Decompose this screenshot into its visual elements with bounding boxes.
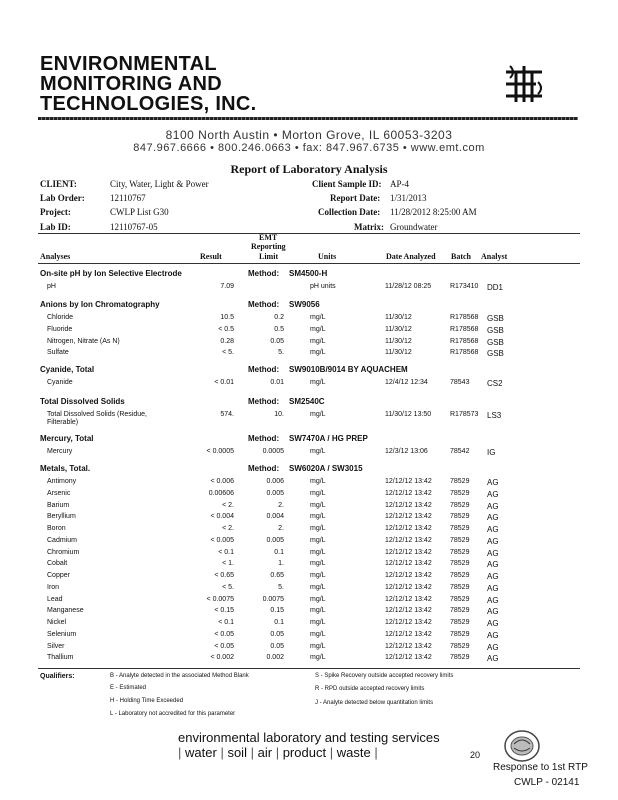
cell-batch: 78542 <box>450 448 470 455</box>
cell-date-analyzed: 11/30/12 <box>385 349 412 357</box>
cell-batch: 78529 <box>450 501 470 509</box>
cell-reporting-limit: 0.05 <box>270 642 284 650</box>
qualifier-b: B - Analyte detected in the associated Method Blank <box>110 673 249 679</box>
table-row <box>0 314 618 326</box>
cell-batch: 78529 <box>450 642 470 650</box>
cell-batch: 78529 <box>450 654 470 662</box>
sample-id-value: AP-4 <box>390 179 410 189</box>
cell-batch: 78529 <box>450 583 470 591</box>
cell-units: mg/L <box>310 349 326 357</box>
section-title: Metals, Total. <box>40 464 91 473</box>
section-title: Mercury, Total <box>40 434 94 443</box>
cell-units: mg/L <box>310 489 326 497</box>
cell-analyte: Sulfate <box>47 349 69 357</box>
cell-analyte: Cyanide <box>47 379 73 386</box>
cell-analyst: GSB <box>487 349 504 359</box>
cell-result: < 2. <box>222 525 234 532</box>
cell-batch: 78529 <box>450 630 470 638</box>
cell-result: < 0.006 <box>210 478 234 485</box>
cell-units: pH units <box>310 283 336 290</box>
cell-batch: R178568 <box>450 314 479 321</box>
project-value: CWLP List G30 <box>110 207 169 217</box>
cell-analyst: DD1 <box>487 283 504 292</box>
client-label: CLIENT: <box>40 179 77 189</box>
cell-analyte: Silver <box>47 642 65 650</box>
cell-analyte: Chromium <box>47 548 80 556</box>
cell-units: mg/L <box>310 619 326 626</box>
cell-date-analyzed: 12/12/12 13:42 <box>385 642 432 650</box>
cell-analyte: Barium <box>47 501 70 509</box>
cell-analyte: Beryllium <box>47 513 76 521</box>
cell-result: < 0.01 <box>214 379 234 386</box>
cell-reporting-limit: 2. <box>278 501 284 509</box>
cell-analyst: LS3 <box>487 411 502 420</box>
cell-reporting-limit: 0.2 <box>274 314 284 321</box>
section-title: Total Dissolved Solids <box>40 397 125 406</box>
table-row <box>0 631 618 643</box>
col-limit: Limit <box>259 252 279 261</box>
cell-date-analyzed: 12/12/12 13:42 <box>385 513 432 521</box>
cell-units: mg/L <box>310 314 326 321</box>
method-label: Method: <box>248 300 280 309</box>
cell-batch: R173410 <box>450 283 479 290</box>
cell-date-analyzed: 12/12/12 13:42 <box>385 489 432 497</box>
cell-result: < 5. <box>222 583 234 591</box>
cell-reporting-limit: 0.0075 <box>262 595 284 603</box>
cell-reporting-limit: 0.01 <box>270 379 284 386</box>
report-title: Report of Laboratory Analysis <box>230 162 388 176</box>
table-row <box>0 596 618 608</box>
cell-reporting-limit: 0.05 <box>270 630 284 638</box>
cell-date-analyzed: 12/12/12 13:42 <box>385 478 432 485</box>
table-row <box>0 490 618 502</box>
cell-reporting-limit: 5. <box>278 583 284 591</box>
cell-units: mg/L <box>310 548 326 556</box>
cell-units: mg/L <box>310 536 326 544</box>
cell-units: mg/L <box>310 501 326 509</box>
report-date-value: 1/31/2013 <box>390 193 427 203</box>
cell-date-analyzed: 12/3/12 13:06 <box>385 448 428 455</box>
cell-analyst: AG <box>487 619 499 628</box>
cell-analyst: AG <box>487 536 499 546</box>
col-analyses: Analyses <box>40 252 71 261</box>
cell-batch: 78529 <box>450 536 470 544</box>
cell-result: < 0.5 <box>218 325 234 333</box>
cell-date-analyzed: 12/12/12 13:42 <box>385 654 432 662</box>
cell-analyst: AG <box>487 595 499 605</box>
method-label: Method: <box>248 365 280 374</box>
lab-id-value: 12110767-05 <box>110 222 158 232</box>
cell-result: 0.00606 <box>208 489 234 497</box>
cell-result: < 5. <box>222 349 234 357</box>
cell-reporting-limit: 0.002 <box>266 654 284 662</box>
cell-date-analyzed: 12/12/12 13:42 <box>385 595 432 603</box>
table-row <box>0 572 618 584</box>
cell-analyst: CS2 <box>487 379 503 388</box>
cell-analyte: Lead <box>47 595 63 603</box>
method-value: SW7470A / HG PREP <box>289 434 368 443</box>
cell-analyst: AG <box>487 489 499 499</box>
cell-result: < 0.004 <box>210 513 234 521</box>
cell-batch: 78529 <box>450 560 470 568</box>
method-label: Method: <box>248 269 280 278</box>
cell-reporting-limit: 0.006 <box>266 478 284 485</box>
collection-date-label: Collection Date: <box>318 207 381 217</box>
section-title: Cyanide, Total <box>40 365 95 374</box>
cell-date-analyzed: 11/30/12 <box>385 337 412 345</box>
cell-units: mg/L <box>310 379 326 386</box>
cell-date-analyzed: 12/12/12 13:42 <box>385 630 432 638</box>
cell-result: < 0.002 <box>210 654 234 662</box>
col-units: Units <box>318 252 337 261</box>
cell-units: mg/L <box>310 595 326 603</box>
method-value: SW6020A / SW3015 <box>289 464 363 473</box>
cell-batch: R178573 <box>450 411 479 418</box>
table-row <box>0 619 618 631</box>
col-emt: EMT <box>259 233 278 242</box>
footer-tagline: environmental laboratory and testing services <box>178 730 440 745</box>
qualifier-e: E - Estimated <box>110 685 147 691</box>
table-row <box>0 448 618 460</box>
table-row <box>0 513 618 525</box>
cell-reporting-limit: 0.5 <box>274 325 284 333</box>
cell-analyst: AG <box>487 583 499 593</box>
cell-reporting-limit: 1. <box>278 560 284 568</box>
table-row <box>0 525 618 537</box>
cell-analyst: AG <box>487 501 499 511</box>
cell-units: mg/L <box>310 411 326 418</box>
cell-analyte: Thallium <box>47 654 74 662</box>
cell-units: mg/L <box>310 525 326 532</box>
cell-result: 574. <box>220 411 234 418</box>
cell-reporting-limit: 0.65 <box>270 572 284 579</box>
cell-analyte: Nickel <box>47 619 67 626</box>
cell-result: < 0.0075 <box>206 595 234 603</box>
cell-analyte: Mercury <box>47 448 73 455</box>
cell-analyst: AG <box>487 572 499 581</box>
matrix-label: Matrix: <box>354 222 384 232</box>
section-title: Anions by Ion Chromatography <box>40 300 160 309</box>
cell-units: mg/L <box>310 583 326 591</box>
cell-date-analyzed: 12/12/12 13:42 <box>385 583 432 591</box>
response-label: Response to 1st RTP <box>493 762 588 773</box>
cell-result: 0.28 <box>220 337 234 345</box>
footer-product: product <box>282 745 327 760</box>
lab-order-value: 12110767 <box>110 193 146 203</box>
cell-units: mg/L <box>310 630 326 638</box>
cell-batch: 78529 <box>450 595 470 603</box>
cell-analyst: AG <box>487 630 499 640</box>
cell-result: < 1. <box>222 560 234 568</box>
table-row <box>0 379 618 391</box>
sample-id-label: Client Sample ID: <box>312 179 382 189</box>
footer-air: air <box>257 745 273 760</box>
cell-batch: R178568 <box>450 337 479 345</box>
footer-waste: waste <box>336 745 371 760</box>
method-label: Method: <box>248 397 280 406</box>
cell-date-analyzed: 12/12/12 13:42 <box>385 619 432 626</box>
cell-analyst: IG <box>487 448 496 457</box>
table-row <box>0 502 618 514</box>
cell-date-analyzed: 12/4/12 12:34 <box>385 379 428 386</box>
qualifier-h: H - Holding Time Exceeded <box>110 698 184 704</box>
cell-analyte: Boron <box>47 525 66 532</box>
cell-result: < 0.005 <box>210 536 234 544</box>
cell-reporting-limit: 0.004 <box>266 513 284 521</box>
cell-analyte: Copper <box>47 572 70 579</box>
table-row <box>0 643 618 655</box>
qualifiers-label: Qualifiers: <box>40 673 75 680</box>
cell-date-analyzed: 12/12/12 13:42 <box>385 525 432 532</box>
cell-result: < 0.1 <box>218 548 234 556</box>
cell-date-analyzed: 12/12/12 13:42 <box>385 501 432 509</box>
cell-analyte: Antimony <box>47 478 77 485</box>
col-reporting: Reporting <box>251 242 286 251</box>
cell-units: mg/L <box>310 654 326 662</box>
cell-analyst: AG <box>487 525 499 534</box>
cell-analyst: AG <box>487 654 499 664</box>
cell-date-analyzed: 12/12/12 13:42 <box>385 572 432 579</box>
cell-units: mg/L <box>310 572 326 579</box>
cell-analyte: Fluoride <box>47 325 73 333</box>
qualifier-l: L - Laboratory not accredited for this parameter <box>110 711 236 717</box>
cell-batch: 78543 <box>450 379 470 386</box>
cell-date-analyzed: 11/28/12 08:25 <box>385 283 432 290</box>
qualifier-s: S - Spike Recovery outside accepted recovery limits <box>315 673 454 679</box>
cell-date-analyzed: 12/12/12 13:42 <box>385 560 432 568</box>
company-name-line2: MONITORING AND <box>40 73 222 95</box>
cell-analyst: AG <box>487 642 499 652</box>
cell-batch: 78529 <box>450 513 470 521</box>
method-value: SW9056 <box>289 300 320 309</box>
project-label: Project: <box>40 207 71 217</box>
cell-analyte: Nitrogen, Nitrate (As N) <box>47 337 120 345</box>
cell-units: mg/L <box>310 325 326 333</box>
cell-reporting-limit: 0.0005 <box>262 448 284 455</box>
footer-services: | water | soil | air | product | waste | <box>178 745 378 760</box>
table-row <box>0 283 618 295</box>
client-value: City, Water, Light & Power <box>110 179 209 189</box>
cell-batch: 78529 <box>450 478 470 485</box>
page-number: 20 <box>470 750 481 760</box>
cell-analyst: AG <box>487 607 499 617</box>
cell-analyte: Selenium <box>47 630 77 638</box>
cell-analyst: AG <box>487 548 499 558</box>
matrix-value: Groundwater <box>390 222 438 232</box>
cell-result: < 0.05 <box>214 642 234 650</box>
cell-batch: 78529 <box>450 607 470 615</box>
company-name-line1: ENVIRONMENTAL <box>40 53 217 75</box>
cell-batch: 78529 <box>450 489 470 497</box>
cell-date-analyzed: 11/30/12 <box>385 314 412 321</box>
cell-reporting-limit: 0.1 <box>274 619 284 626</box>
cell-result: < 0.15 <box>214 607 234 615</box>
cell-reporting-limit: 0.005 <box>266 536 284 544</box>
table-row <box>0 338 618 350</box>
cell-result: < 0.0005 <box>206 448 234 455</box>
cell-date-analyzed: 11/30/12 <box>385 325 412 333</box>
cell-analyst: GSB <box>487 314 504 323</box>
table-row <box>0 549 618 561</box>
cell-reporting-limit: 5. <box>278 349 284 357</box>
company-name-line3: TECHNOLOGIES, INC. <box>40 93 257 115</box>
cell-analyst: AG <box>487 478 499 487</box>
cell-batch: 78529 <box>450 619 470 626</box>
cell-reporting-limit: 0.05 <box>270 337 284 345</box>
col-result: Result <box>200 252 222 261</box>
cell-date-analyzed: 12/12/12 13:42 <box>385 607 432 615</box>
report-date-label: Report Date: <box>330 193 381 203</box>
cell-result: < 0.1 <box>218 619 234 626</box>
cell-units: mg/L <box>310 337 326 345</box>
lab-order-label: Lab Order: <box>40 193 85 203</box>
table-row <box>0 349 618 361</box>
col-batch: Batch <box>451 252 471 261</box>
accreditation-seal <box>502 728 542 764</box>
cell-analyte: Manganese <box>47 607 84 615</box>
table-row <box>0 537 618 549</box>
method-label: Method: <box>248 434 280 443</box>
cell-analyst: GSB <box>487 337 504 347</box>
cell-reporting-limit: 0.1 <box>274 548 284 556</box>
table-row <box>0 326 618 338</box>
cell-reporting-limit: 0.15 <box>270 607 284 615</box>
method-value: SM4500-H <box>289 269 328 278</box>
qualifier-r: R - RPD outside accepted recovery limits <box>315 686 425 692</box>
cell-units: mg/L <box>310 642 326 650</box>
cell-batch: 78529 <box>450 525 470 532</box>
method-value: SW9010B/9014 BY AQUACHEM <box>289 365 408 374</box>
cell-analyte: Cobalt <box>47 560 68 568</box>
company-address: 8100 North Austin • Morton Grove, IL 60053-3203 <box>165 128 453 142</box>
cell-result: 7.09 <box>220 283 234 290</box>
cell-units: mg/L <box>310 448 326 455</box>
cell-batch: 78529 <box>450 572 470 579</box>
cell-result: 10.5 <box>220 314 234 321</box>
lab-id-label: Lab ID: <box>40 222 71 232</box>
cell-units: mg/L <box>310 560 326 568</box>
cell-result: < 0.05 <box>214 630 234 638</box>
cell-date-analyzed: 11/30/12 13:50 <box>385 411 432 418</box>
col-date-analyzed: Date Analyzed <box>386 252 436 261</box>
cell-result: < 2. <box>222 501 234 509</box>
table-row <box>0 654 618 666</box>
cell-analyst: AG <box>487 560 499 570</box>
cell-analyst: GSB <box>487 325 504 335</box>
document-number: CWLP - 02141 <box>514 777 580 788</box>
cell-analyte: pH <box>47 283 56 290</box>
cell-date-analyzed: 12/12/12 13:42 <box>385 548 432 556</box>
table-row <box>0 560 618 572</box>
method-value: SM2540C <box>289 397 325 406</box>
cell-analyte: Total Dissolved Solids (Residue, Filterable) <box>47 411 147 426</box>
section-title: On-site pH by Ion Selective Electrode <box>40 269 182 278</box>
cell-reporting-limit: 2. <box>278 525 284 532</box>
cell-analyst: AG <box>487 513 499 523</box>
table-row <box>0 411 618 426</box>
footer-water: water <box>185 745 217 760</box>
company-phones: 847.967.6666 • 800.246.0663 • fax: 847.967.6735 • www.emt.com <box>133 142 485 154</box>
qualifier-j: J - Analyte detected below quantitation limits <box>315 700 434 706</box>
cell-result: < 0.65 <box>214 572 234 579</box>
cell-analyte: Chloride <box>47 314 74 321</box>
cell-analyte: Iron <box>47 583 60 591</box>
method-label: Method: <box>248 464 280 473</box>
collection-date-value: 11/28/2012 8:25:00 AM <box>390 207 477 217</box>
qualifiers-divider <box>38 668 580 669</box>
cell-analyte: Cadmium <box>47 536 77 544</box>
cell-units: mg/L <box>310 607 326 615</box>
cell-batch: 78529 <box>450 548 470 556</box>
footer-soil: soil <box>227 745 247 760</box>
table-row <box>0 478 618 490</box>
cell-reporting-limit: 0.005 <box>266 489 284 497</box>
cell-batch: R178568 <box>450 325 479 333</box>
cell-date-analyzed: 12/12/12 13:42 <box>385 536 432 544</box>
cell-reporting-limit: 10. <box>274 411 284 418</box>
cell-batch: R178568 <box>450 349 479 357</box>
col-analyst: Analyst <box>481 252 508 261</box>
cell-analyte: Arsenic <box>47 489 71 497</box>
cell-units: mg/L <box>310 478 326 485</box>
table-row <box>0 584 618 596</box>
table-row <box>0 607 618 619</box>
cell-units: mg/L <box>310 513 326 521</box>
